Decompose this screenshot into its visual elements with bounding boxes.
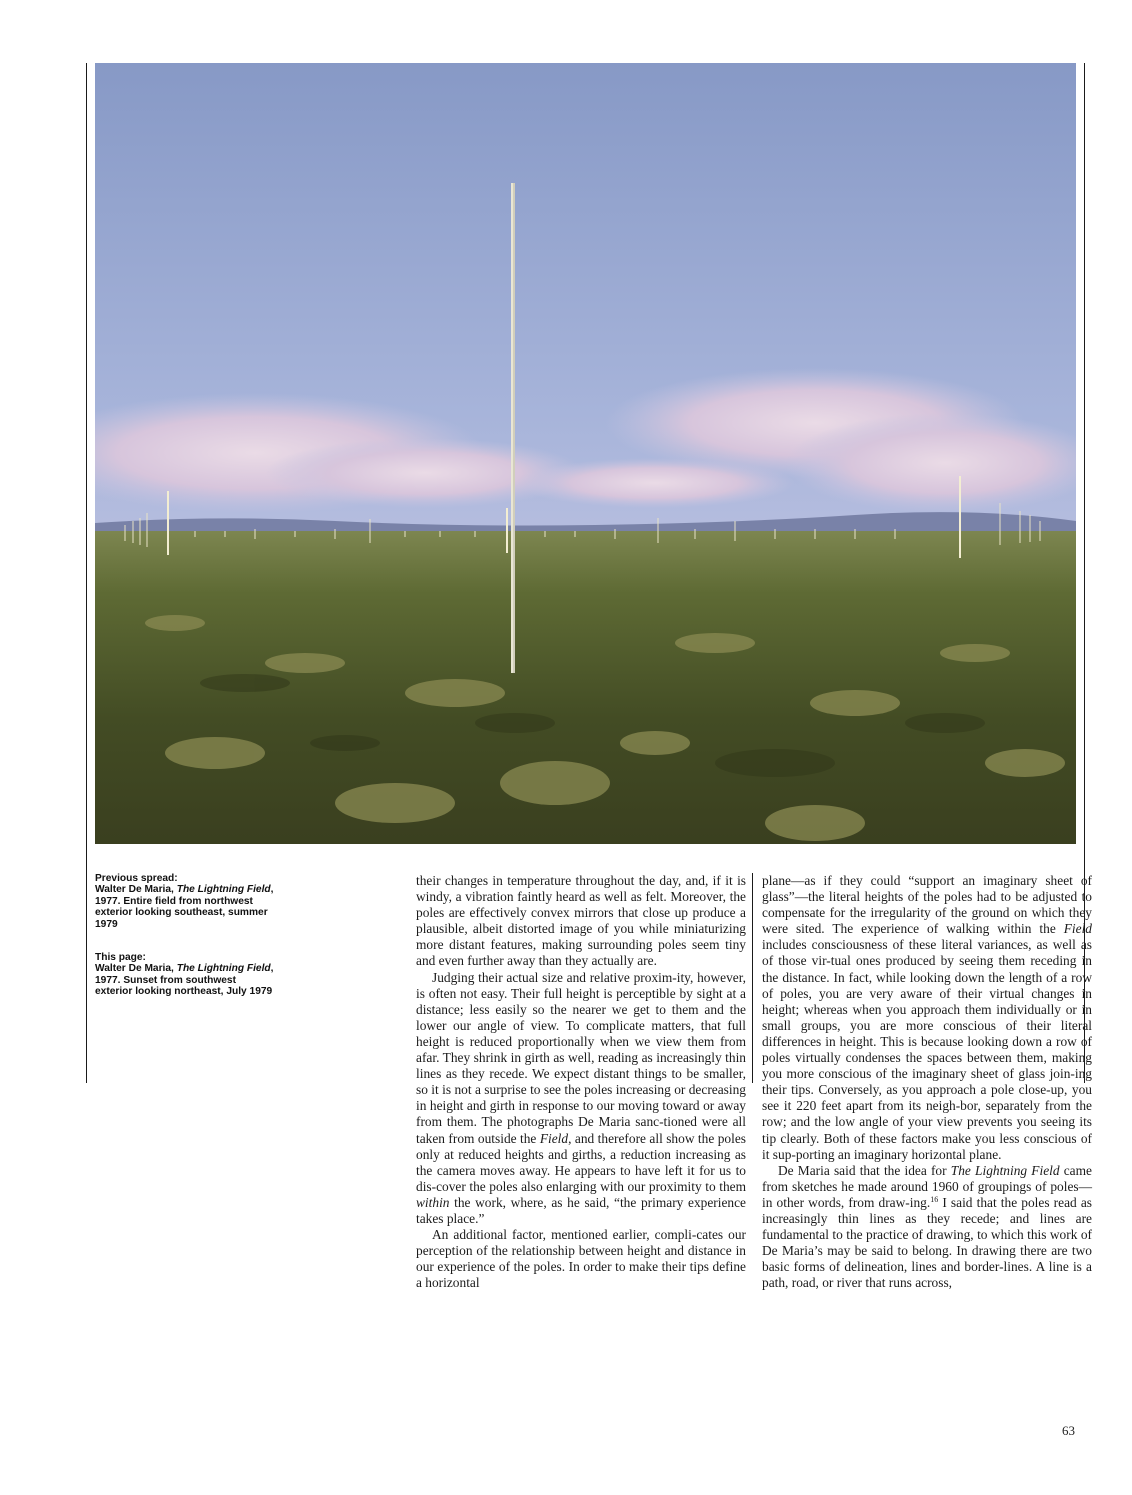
paragraph: their changes in temperature throughout the day, and, if it is windy, a vibration faintly heard as well as felt. Moreover, the poles are effectively convex mirrors that close up produce a plausible, albeit distorted image of you while miniaturizing more distant features, making surrounding poles seem tiny and even further away than they actually are.	[416, 873, 746, 969]
caption-previous-spread	[95, 873, 275, 930]
footnote-marker: 16	[930, 1194, 939, 1204]
paragraph: De Maria said that the idea for The Lightning Field came from sketches he made around 1960 of groupings of poles—in other words, from draw-ing.$^{16}$ I said that the poles read as increasingly thin lines as they recede; and lines are fundamental to the practice of drawing, to which this work of De Maria’s may be said to belong. In drawing there are two basic forms of delineation, lines and border-lines. A line is a path, road, or river that runs across,	[762, 1162, 1092, 1291]
paragraph: plane—as if they could “support an imaginary sheet of glass”—the literal heights of the poles had to be adjusted to compensate for the irregularity of the ground on which they were sited. The experience of walking within the Field includes consciousness of these literal variances, as well as of those vir-tual ones produced by seeing them receding in the distance. In fact, while looking down the length of a row of poles, you are very aware of their virtual changes in height; whereas when you approach them individually or in small groups, you are more conscious of their literal differences in height. This is because looking down a row of poles virtually condenses the spaces between them, making you more conscious of the imaginary sheet of glass join-ing their tips. Conversely, as you approach a pole close-up, you see it 220 feet apart from its neigh-bor, separately from the row; and the low angle of your view prevents you seeing its tip clearly. Both of these factors make you less conscious of it sup-porting an imaginary horizontal plane.	[762, 873, 1092, 1162]
caption-text: , 1977. Entire field from northwest exterior looking southeast, summer 1979	[95, 884, 274, 930]
caption-title: The Lightning Field	[176, 963, 271, 975]
caption-title: The Lightning Field	[176, 884, 271, 896]
landscape-image	[95, 63, 1076, 844]
page-number: 63	[1062, 1423, 1075, 1438]
body-column-right	[762, 873, 1092, 1291]
caption-artist: Walter De Maria,	[95, 884, 177, 896]
caption-text: , 1977. Sunset from southwest exterior looking northeast, July 1979	[95, 963, 274, 998]
left-margin-rule	[86, 63, 87, 1083]
caption-artist: Walter De Maria,	[95, 963, 177, 975]
figure-captions	[95, 873, 275, 1020]
caption-this-page	[95, 952, 275, 998]
paragraph: An additional factor, mentioned earlier, compli-cates our perception of the relationship between height and distance in our experience of the poles. In order to make their tips define a horizontal	[416, 1227, 746, 1291]
body-column-left	[416, 873, 746, 1291]
column-divider-rule	[752, 873, 753, 1083]
lightning-field-photograph	[95, 63, 1076, 844]
caption-lead: Previous spread:	[95, 873, 178, 884]
caption-lead: This page:	[95, 952, 146, 964]
paragraph: Judging their actual size and relative proxim-ity, however, is often not easy. Their full height is perceptible by sight at a distance; less easily so the nearer we get to them and the lower our angle of view. To complicate matters, that full height is reduced proportionally when we view them from afar. They shrink in girth as well, reading as increasingly thin lines as they recede. We expect distant things to be smaller, so it is not a surprise to see the poles increasing or decreasing in height and girth in response to our moving toward or away from them. The photographs De Maria sanc-tioned were all taken from outside the Field, and therefore all show the poles only at reduced heights and girths, a reduction increasing as the camera moves away. He appears to have left it for us to dis-cover the poles also enlarging with our proximity to them within the work, where, as he said, “the primary experience takes place.”	[416, 969, 746, 1226]
